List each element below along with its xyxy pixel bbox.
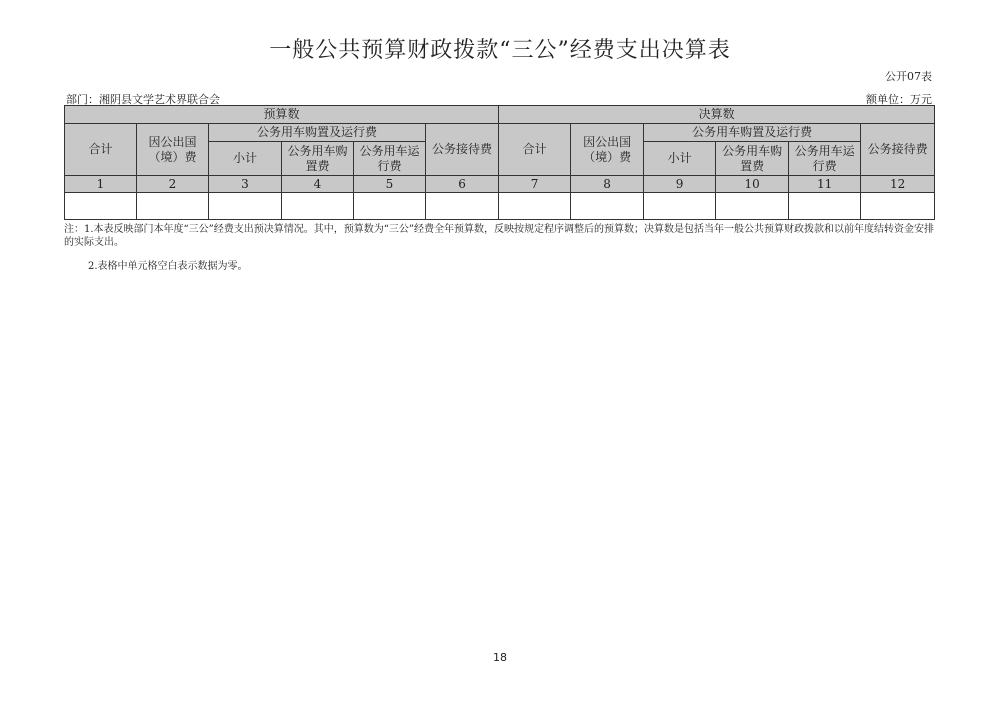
final-vehicle-operation-header: 公务用车运行费 — [789, 142, 861, 176]
col-number: 12 — [861, 176, 935, 193]
table-cell — [65, 193, 137, 220]
table-cell — [209, 193, 282, 220]
table-row — [65, 193, 935, 220]
budget-vehicle-group-header: 公务用车购置及运行费 — [209, 124, 426, 142]
col-number: 11 — [789, 176, 861, 193]
final-vehicle-purchase-header: 公务用车购置费 — [716, 142, 789, 176]
table-cell — [499, 193, 571, 220]
col-number: 3 — [209, 176, 282, 193]
footnote-1: 注：1.本表反映部门本年度“三公”经费支出预决算情况。其中，预算数为“三公”经费全年预算数，反映按规定程序调整后的预算数；决算数是包括当年一般公共预算财政拨款和以前年度结转资金安排的实际支出。 — [64, 224, 934, 248]
page-title: 一般公共预算财政拨款“三公”经费支出决算表 — [269, 38, 731, 63]
table-cell — [716, 193, 789, 220]
budget-reception-header: 公务接待费 — [426, 124, 499, 176]
col-number: 2 — [137, 176, 209, 193]
budget-group-header: 预算数 — [65, 106, 499, 124]
budget-total-header: 合计 — [65, 124, 137, 176]
final-reception-header: 公务接待费 — [861, 124, 935, 176]
table-cell — [571, 193, 644, 220]
table-cell — [861, 193, 935, 220]
expense-table — [64, 105, 935, 220]
col-number: 9 — [644, 176, 716, 193]
final-total-header: 合计 — [499, 124, 571, 176]
header-row-1 — [65, 124, 935, 142]
table-cell — [354, 193, 426, 220]
header-row-group — [65, 106, 935, 124]
form-code: 公开07表 — [885, 70, 932, 83]
col-number: 10 — [716, 176, 789, 193]
department-label: 部门：湘阴县文学艺术界联合会 — [66, 93, 220, 106]
table-cell — [137, 193, 209, 220]
final-abroad-header: 因公出国（境）费 — [571, 124, 644, 176]
final-subtotal-header: 小计 — [644, 142, 716, 176]
page-number: 18 — [493, 651, 507, 664]
table-cell — [282, 193, 354, 220]
col-number: 1 — [65, 176, 137, 193]
table-cell — [426, 193, 499, 220]
col-number: 5 — [354, 176, 426, 193]
budget-vehicle-operation-header: 公务用车运行费 — [354, 142, 426, 176]
final-group-header: 决算数 — [499, 106, 935, 124]
column-number-row — [65, 176, 935, 193]
final-vehicle-group-header: 公务用车购置及运行费 — [644, 124, 861, 142]
col-number: 7 — [499, 176, 571, 193]
col-number: 6 — [426, 176, 499, 193]
budget-vehicle-purchase-header: 公务用车购置费 — [282, 142, 354, 176]
footnote-2: 2.表格中单元格空白表示数据为零。 — [88, 261, 248, 272]
budget-abroad-header: 因公出国（境）费 — [137, 124, 209, 176]
unit-label: 额单位：万元 — [866, 93, 932, 106]
col-number: 4 — [282, 176, 354, 193]
table-cell — [789, 193, 861, 220]
col-number: 8 — [571, 176, 644, 193]
budget-subtotal-header: 小计 — [209, 142, 282, 176]
table-cell — [644, 193, 716, 220]
